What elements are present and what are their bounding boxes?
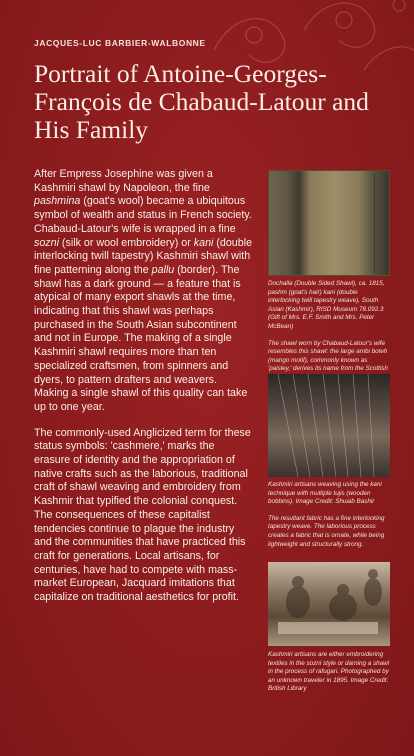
side-column-2: [268, 374, 390, 549]
side-column-3: [268, 562, 390, 694]
artwork-title: Portrait of Antoine-Georges-François de Chabaud-Latour and His Family: [34, 59, 369, 144]
artisans-photo: [268, 562, 390, 646]
side-column-1: [268, 170, 390, 391]
caption-fabric: The resultant fabric has a fine interlocking tapestry weave. The laborious process creates a fabric that is ornate, while being lightweight and structurally strong.: [268, 514, 385, 548]
caption-shawl-note: The shawl worn by Chabaud-Latour's wife resembles this shawl: the large ambi boteh (mango motif), commonly known as 'paisley,' derives its name from the Scottish: [268, 339, 388, 373]
paragraph-1: After Empress Josephine was given a Kashmiri shawl by Napoleon, the fine pashmina (goat's wool) became a ubiquitous symbol of wealth and status in French society. Chabaud-Latour's wife is wrapped in a fine sozni (silk or wool embroidery) or kani (double interlocking twill tapestry) Kashmiri shawl with fine patterning along the pallu (border). The shawl has a dark ground — a feature that is atypical of many export shawls at the time, indicating that this shawl was perhaps purchased in the South Asian subcontinent and not in Europe. The making of a single Kashmiri shawl requires more than ten specialized craftsmen, from spinners and dyers, to pattern drafters and weavers. Making a single shawl of this quality can take up to one year.: [34, 168, 253, 413]
caption-shawl: Dochalla (Double Sided Shawl), ca. 1815, pashm (goat's hair) kani (double interlocking twill tapestry weave), South Asian (Kashmir), RISD Museum 78.092.3 (Gift of Mrs. E.F. Smith and Mrs. Peter McBean): [268, 280, 385, 330]
artisans-silhouette-icon: [268, 562, 390, 646]
loom-threads-icon: [268, 374, 390, 477]
body-text: [34, 168, 252, 617]
caption-weaving: Kashmiri artisans weaving using the kani technique with multiple tujis (wooden bobbins). Image Credit: Shuaib Bashir: [268, 481, 382, 506]
caption-artisans: Kashmiri artisans are either embroidering textiles in the sozni style or darning a shawl in the process of rafugari. Photographed by an unknown traveler in 1895. Image Credit: British Library: [268, 651, 390, 693]
paragraph-2: The commonly-used Anglicized term for these status symbols: 'cashmere,' marks the erasure of identity and the appropriation of native crafts such as the laborious, traditional craft of shawl weaving and embroidery from Kashmir that typified the colonial conquest. The consequences of these capitalist tendencies continue to plague the industry and the communities that have practiced this craft for generations. Local artisans, for centuries, have had to compete with mass-market European, Jacquard imitations that capitalize on traditional aesthetics for profit.: [34, 426, 251, 604]
weaving-photo: [268, 374, 390, 477]
shawl-image: [268, 170, 390, 276]
artist-name: JACQUES-LUC BARBIER-WALBONNE: [34, 38, 206, 48]
